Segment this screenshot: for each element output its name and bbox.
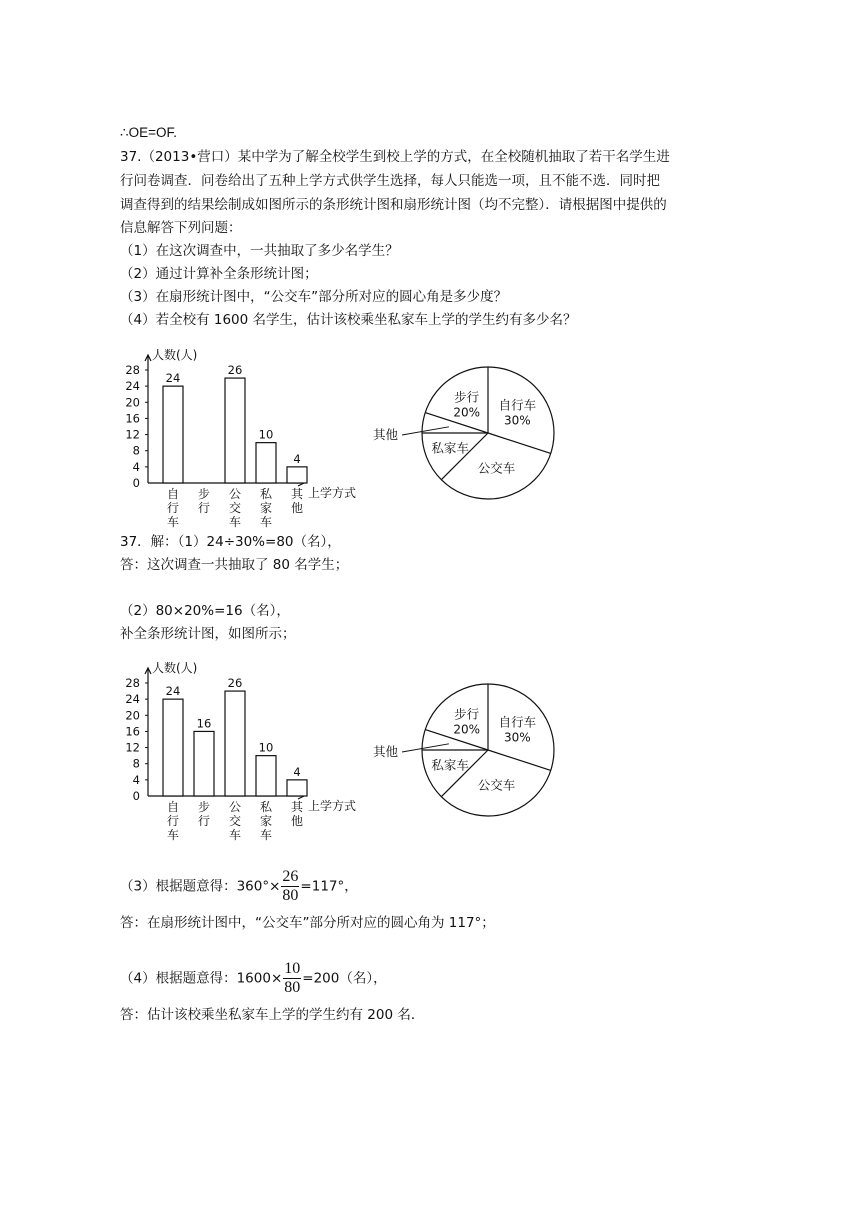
sub-question-4: （4）若全校有 1600 名学生，估计该校乘坐私家车上学的学生约有多少名？ (120, 312, 577, 328)
bar-5 (287, 780, 307, 796)
category-label: 车 (259, 515, 273, 529)
pie-slice-percent: 20% (453, 405, 480, 420)
y-axis-label: 人数(人) (152, 661, 198, 675)
answer-3-conclusion: 答：在扇形统计图中，“公交车”部分所对应的圆心角为 117°； (120, 915, 495, 931)
bar-data-label: 4 (293, 764, 301, 779)
pie-slice-label: 公交车 (477, 777, 516, 793)
y-tick-label: 0 (132, 476, 140, 490)
category-label: 公 (228, 800, 242, 814)
bar-1 (163, 386, 183, 483)
bar-4 (256, 443, 276, 483)
category-label: 自 (166, 800, 180, 814)
proof-conclusion: ∴OE=OF. (120, 125, 177, 140)
category-label: 他 (290, 814, 304, 828)
category-label: 车 (166, 515, 180, 529)
question-line-1: 37.（2013•营口）某中学为了解全校学生到校上学的方式，在全校随机抽取了若干名学生进 (120, 149, 670, 165)
answer-3-prefix: （3）根据题意得：360°× (120, 878, 281, 895)
answer-3-result: =117°， (300, 878, 358, 895)
y-tick-label: 20 (125, 708, 140, 723)
category-label: 其 (290, 800, 304, 814)
answer-1: 37．解：（1）24÷30%=80（名）， (120, 534, 341, 550)
bar-data-label: 26 (227, 676, 243, 691)
answer-2-note: 补全条形统计图，如图所示； (120, 626, 296, 642)
bar-data-label: 16 (196, 716, 212, 731)
y-tick-label: 24 (125, 692, 140, 707)
category-label: 公 (228, 487, 242, 501)
pie-label-other: 其他 (372, 744, 398, 759)
y-tick-label: 8 (132, 443, 140, 458)
bar-3 (225, 691, 245, 796)
category-label: 自 (166, 487, 180, 501)
pie-label-other: 其他 (372, 427, 398, 442)
fraction-10-80 (283, 960, 301, 997)
bar-2 (194, 731, 214, 796)
fraction-denominator: 80 (282, 887, 299, 904)
answer-1-conclusion: 答：这次调查一共抽取了 80 名学生； (120, 557, 349, 573)
sub-question-2: （2）通过计算补全条形统计图； (120, 266, 318, 282)
y-tick-label: 4 (132, 459, 140, 474)
bar-4 (256, 756, 276, 796)
pie-slice-label: 公交车 (477, 460, 516, 476)
category-label: 行 (166, 814, 180, 828)
x-axis-label: 上学方式 (308, 486, 357, 500)
sub-question-1: （1）在这次调查中，一共抽取了多少名学生？ (120, 243, 399, 259)
pie-slice-label: 自行车 (498, 397, 537, 413)
y-tick-label: 12 (125, 427, 140, 442)
bar-data-label: 26 (227, 363, 243, 378)
category-label: 私 (259, 487, 273, 501)
category-label: 步 (197, 487, 211, 501)
category-label: 车 (166, 828, 180, 842)
bar-data-label: 10 (258, 740, 274, 755)
bar-3 (225, 378, 245, 483)
bar-data-label: 24 (165, 684, 181, 699)
fraction-denominator: 80 (284, 979, 301, 996)
answer-4-prefix: （4）根据题意得：1600× (120, 970, 283, 987)
y-tick-label: 28 (125, 363, 140, 377)
category-label: 交 (228, 814, 242, 828)
bar-1 (163, 699, 183, 796)
y-tick-label: 4 (132, 772, 140, 787)
bar-data-label: 10 (258, 427, 274, 442)
category-label: 私 (259, 800, 273, 814)
category-label: 车 (259, 828, 273, 842)
y-tick-label: 28 (125, 676, 140, 690)
y-tick-label: 16 (125, 724, 140, 739)
category-label: 车 (228, 515, 242, 529)
pie-slice-label: 步行 (454, 389, 480, 405)
answer-4-result: =200（名）， (302, 970, 387, 987)
pie-slice-label: 自行车 (498, 714, 537, 730)
y-tick-label: 16 (125, 411, 140, 426)
bar-chart-incomplete (118, 335, 388, 535)
y-tick-label: 24 (125, 379, 140, 394)
category-label: 行 (197, 501, 211, 515)
fraction-26-80 (281, 868, 299, 905)
answer-4-formula (120, 960, 387, 997)
pie-slice-label: 私家车 (431, 440, 469, 456)
answer-2: （2）80×20%=16（名）， (120, 603, 290, 619)
bar-5 (287, 467, 307, 483)
y-axis-label: 人数(人) (152, 348, 198, 362)
category-label: 行 (197, 814, 211, 828)
category-label: 其 (290, 487, 304, 501)
fraction-numerator: 26 (282, 868, 299, 885)
pie-slice-label: 私家车 (431, 757, 469, 773)
bar-data-label: 4 (293, 451, 301, 466)
category-label: 家 (259, 814, 273, 828)
question-line-3: 调查得到的结果绘制成如图所示的条形统计图和扇形统计图（均不完整）．请根据图中提供的 (120, 197, 667, 213)
y-tick-label: 20 (125, 395, 140, 410)
y-tick-label: 0 (132, 789, 140, 803)
category-label: 他 (290, 501, 304, 515)
pie-chart-question (368, 358, 568, 503)
y-tick-label: 8 (132, 756, 140, 771)
y-tick-label: 12 (125, 740, 140, 755)
category-label: 行 (166, 501, 180, 515)
pie-slice-label: 步行 (454, 706, 480, 722)
question-line-4: 信息解答下列问题： (120, 220, 242, 236)
fraction-numerator: 10 (284, 960, 301, 977)
bar-data-label: 24 (165, 371, 181, 386)
category-label: 家 (259, 501, 273, 515)
pie-chart-answer (368, 675, 568, 820)
pie-slice-percent: 20% (453, 722, 480, 737)
answer-4-conclusion: 答：估计该校乘坐私家车上学的学生约有 200 名． (120, 1007, 425, 1023)
bar-chart-complete (118, 648, 388, 848)
category-label: 步 (197, 800, 211, 814)
question-line-2: 行问卷调查．问卷给出了五种上学方式供学生选择，每人只能选一项，且不能不选．同时把 (120, 173, 660, 189)
pie-slice-percent: 30% (504, 730, 531, 745)
x-axis-label: 上学方式 (308, 799, 357, 813)
sub-question-3: （3）在扇形统计图中，“公交车”部分所对应的圆心角是多少度？ (120, 289, 508, 305)
answer-3-formula (120, 868, 358, 905)
category-label: 交 (228, 501, 242, 515)
category-label: 车 (228, 828, 242, 842)
pie-slice-percent: 30% (504, 413, 531, 428)
